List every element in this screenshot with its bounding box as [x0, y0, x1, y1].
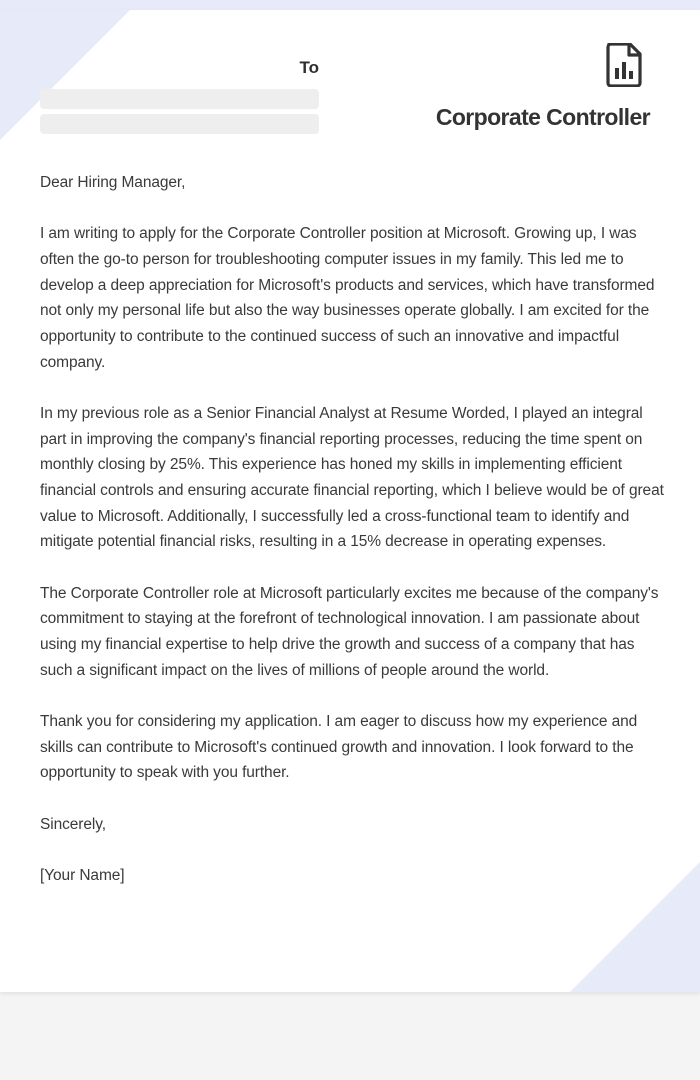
paragraph-3: The Corporate Controller role at Microsoft particularly excites me because of the company's commitment to staying at the forefront of technological innovation. I am passionate about using my financial expertise to help drive the growth and success of a company that has such a significant impact on the lives of millions of people around the world.	[40, 584, 659, 679]
paragraph-2: In my previous role as a Senior Financial Analyst at Resume Worded, I played an integral part in improving the company's financial reporting processes, reducing the time spent on monthly closing by 25%. This experience has honed my skills in implementing efficient financial controls and ensuring accurate financial reporting, which I believe would be of great value to Microsoft. Additionally, I successfully led a cross-functional team to identify and mitigate potential financial risks, resulting in a 15% decrease in operating expenses.	[40, 404, 664, 551]
paragraph-4: Thank you for considering my application. I am eager to discuss how my experience and skills can contribute to Microsoft's continued growth and innovation. I look forward to the opportunity to speak with you further.	[40, 712, 638, 782]
salutation: Dear Hiring Manager,	[40, 174, 186, 191]
job-title: Corporate Controller	[435, 104, 650, 130]
letter-body	[40, 170, 665, 914]
signature: [Your Name]	[40, 866, 125, 884]
background-strip	[0, 0, 700, 10]
recipient-label: To	[299, 58, 319, 77]
recipient-placeholder-line-1	[40, 89, 319, 109]
recipient-placeholder-line-2	[40, 114, 319, 134]
document-chart-icon	[606, 43, 642, 87]
paragraph-1: I am writing to apply for the Corporate Controller position at Microsoft. Growing up, I was often the go-to person for troubleshooting computer issues in my family. This led me to develop a deep appreciation for Microsoft's products and services, which have transformed not only my personal life but also the way businesses operate globally. I am excited for the opportunity to contribute to the continued success of such an innovative and impactful company.	[40, 225, 655, 371]
closing: Sincerely,	[40, 815, 106, 833]
letter-page	[0, 10, 700, 992]
